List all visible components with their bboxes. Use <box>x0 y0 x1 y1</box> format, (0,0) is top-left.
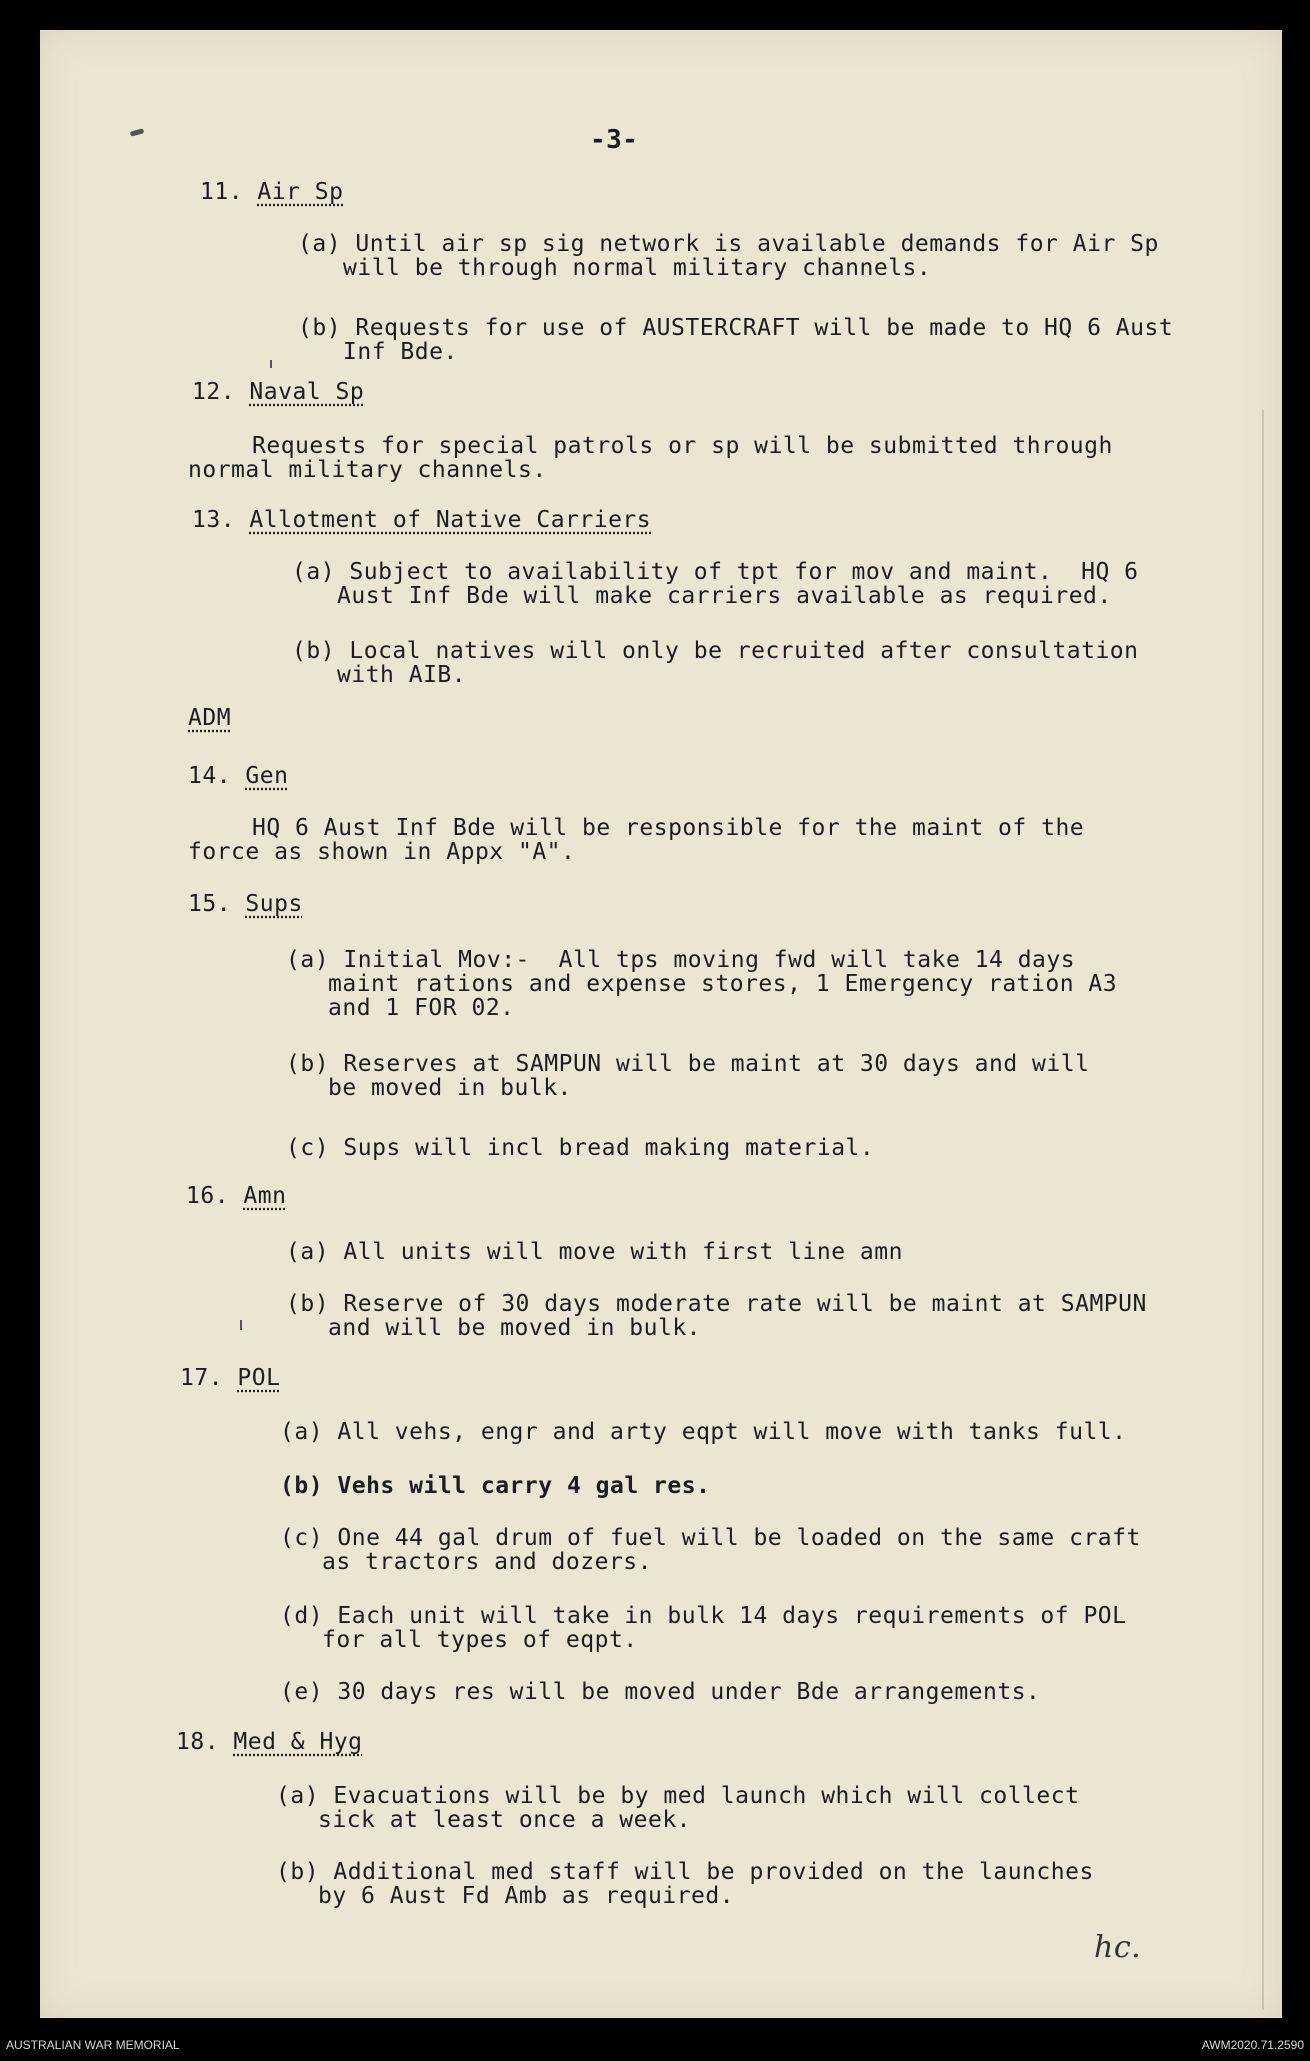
ink-speck <box>270 360 272 368</box>
section-number: 17. <box>180 1365 224 1391</box>
section-number: 11. <box>200 179 244 205</box>
ink-speck <box>240 1320 242 1330</box>
section-17c-line-1: (c) One 44 gal drum of fuel will be loaded on the same craft <box>280 1525 1141 1551</box>
section-16a-line-1: (a) All units will move with first line amn <box>286 1239 903 1265</box>
section-17d-line-2: for all types of eqpt. <box>322 1627 638 1653</box>
document-page <box>40 30 1282 2018</box>
archive-footer <box>0 2018 1310 2061</box>
section-title: ADM <box>188 705 232 731</box>
document-body <box>40 30 1282 2018</box>
section-title: Med & Hyg <box>233 1729 363 1755</box>
section-12-line-1: Requests for special patrols or sp will be submitted through <box>252 433 1113 459</box>
section-15a-line-3: and 1 FOR 02. <box>328 995 515 1021</box>
ink-smudge <box>130 128 145 136</box>
section-13-heading <box>192 508 651 532</box>
section-11a-line-2: will be through normal military channels. <box>343 255 932 281</box>
section-title: Allotment of Native Carriers <box>249 507 652 533</box>
handwritten-initials: hc. <box>1094 1930 1142 1965</box>
section-number: 15. <box>188 891 232 917</box>
section-16-heading <box>186 1184 286 1208</box>
section-number: 16. <box>186 1183 230 1209</box>
section-17a-line-1: (a) All vehs, engr and arty eqpt will move with tanks full. <box>280 1419 1127 1445</box>
section-title: Naval Sp <box>249 379 365 405</box>
section-13a-line-2: Aust Inf Bde will make carriers available as required. <box>337 583 1112 609</box>
section-18-heading <box>176 1730 363 1754</box>
section-15a-line-2: maint rations and expense stores, 1 Emergency ration A3 <box>328 971 1118 997</box>
section-11a-line-1: (a) Until air sp sig network is available demands for Air Sp <box>298 231 1159 257</box>
section-14-line-1: HQ 6 Aust Inf Bde will be responsible for the maint of the <box>252 815 1085 841</box>
section-18a-line-1: (a) Evacuations will be by med launch which will collect <box>276 1783 1080 1809</box>
section-17d-line-1: (d) Each unit will take in bulk 14 days requirements of POL <box>280 1603 1127 1629</box>
section-15a-line-1: (a) Initial Mov:- All tps moving fwd will take 14 days <box>286 947 1076 973</box>
page-number: -3- <box>590 125 639 155</box>
section-title: Air Sp <box>257 179 344 205</box>
section-13a-line-1: (a) Subject to availability of tpt for mov and maint. HQ 6 <box>292 559 1139 585</box>
section-14-heading <box>188 764 288 788</box>
section-13b-line-1: (b) Local natives will only be recruited after consultation <box>292 638 1139 664</box>
section-title: POL <box>237 1365 281 1391</box>
section-14-line-2: force as shown in Appx "A". <box>188 839 576 865</box>
section-11b-line-2: Inf Bde. <box>343 339 458 365</box>
section-18b-line-2: by 6 Aust Fd Amb as required. <box>318 1883 735 1909</box>
section-title: Gen <box>245 763 289 789</box>
section-15b-line-1: (b) Reserves at SAMPUN will be maint at 30 days and will <box>286 1051 1090 1077</box>
section-18b-line-1: (b) Additional med staff will be provided on the launches <box>276 1859 1094 1885</box>
adm-heading <box>188 706 231 730</box>
section-15-heading <box>188 892 303 916</box>
section-17c-line-2: as tractors and dozers. <box>322 1549 652 1575</box>
section-11b-line-1: (b) Requests for use of AUSTERCRAFT will be made to HQ 6 Aust <box>298 315 1174 341</box>
section-number: 13. <box>192 507 236 533</box>
section-16b-line-2: and will be moved in bulk. <box>328 1315 702 1341</box>
section-title: Sups <box>245 891 303 917</box>
footer-reference: AWM2020.71.2590 <box>1201 2038 1304 2052</box>
section-number: 18. <box>176 1729 220 1755</box>
section-title: Amn <box>243 1183 287 1209</box>
section-17-heading <box>180 1366 280 1390</box>
section-11-heading <box>200 180 344 204</box>
section-13b-line-2: with AIB. <box>337 662 467 688</box>
footer-institution: AUSTRALIAN WAR MEMORIAL <box>6 2038 180 2052</box>
section-15b-line-2: be moved in bulk. <box>328 1075 572 1101</box>
section-17b-line-1: (b) Vehs will carry 4 gal res. <box>280 1473 711 1499</box>
section-12-line-2: normal military channels. <box>188 457 547 483</box>
section-16b-line-1: (b) Reserve of 30 days moderate rate will be maint at SAMPUN <box>286 1291 1147 1317</box>
section-number: 14. <box>188 763 232 789</box>
section-17e-line-1: (e) 30 days res will be moved under Bde arrangements. <box>280 1679 1041 1705</box>
section-18a-line-2: sick at least once a week. <box>318 1807 692 1833</box>
section-12-heading <box>192 380 364 404</box>
section-15c-line-1: (c) Sups will incl bread making material. <box>286 1135 875 1161</box>
section-number: 12. <box>192 379 236 405</box>
